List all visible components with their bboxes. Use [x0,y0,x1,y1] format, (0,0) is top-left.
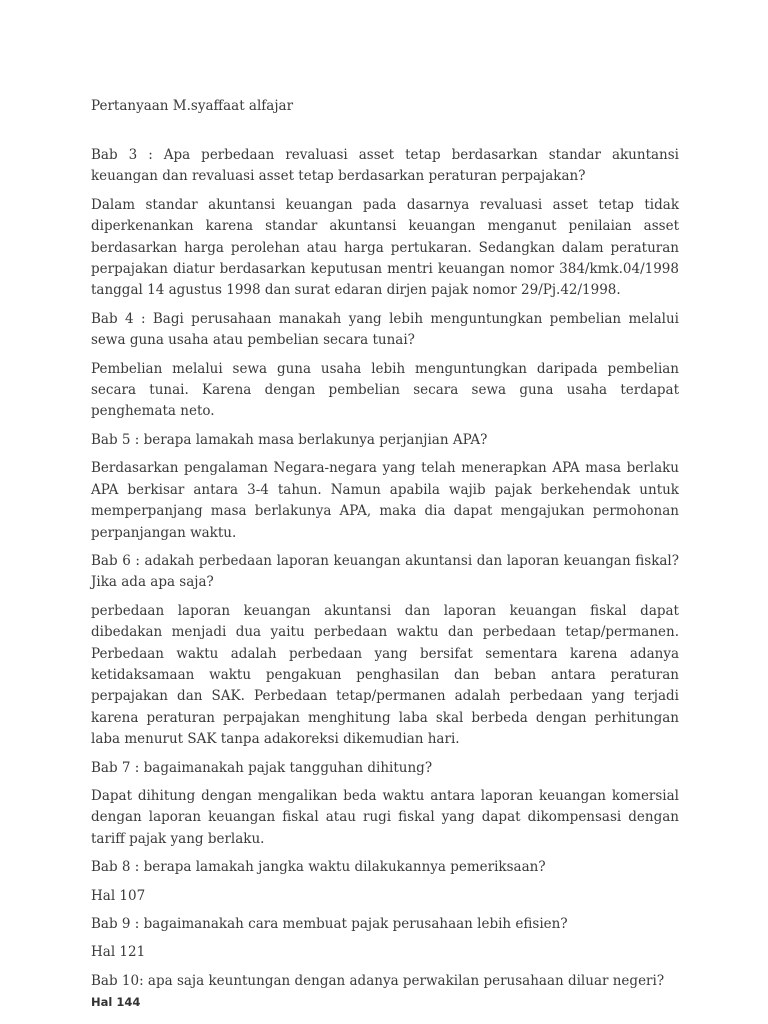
answer-bab-8: Hal 107 [91,887,146,904]
answer-bab-4: Pembelian melalui sewa guna usaha lebih menguntungkan daripada pembelian secara tunai. Karena dengan pembelian secara sewa guna usaha terdapat penghemata neto. [91,360,679,420]
answer-bab-7: Dapat dihitung dengan mengalikan beda waktu antara laporan keuangan komersial dengan laporan keuangan fiskal atau rugi fiskal yang dapat dikompensasi dengan tariff pajak yang berlaku. [91,787,679,847]
answer-bab-5: Berdasarkan pengalaman Negara-negara yang telah menerapkan APA masa berlaku APA berkisar antara 3-4 tahun. Namun apabila wajib pajak berkehendak untuk memperpanjang masa berlakunya APA, maka dia dapat mengajukan permohonan perpanjangan waktu. [91,460,679,541]
answer-bab-3: Dalam standar akuntansi keuangan pada dasarnya revaluasi asset tetap tidak diperkenankan karena standar akuntansi keuangan menganut penilaian asset berdasarkan harga perolehan atau harga pertukaran. Sedangkan dalam peraturan perpajakan diatur berdasarkan keputusan mentri keuangan nomor 384/kmk.04/1998 tanggal 14 agustus 1998 dan surat edaran dirjen pajak nomor 29/Pj.42/1998. [91,196,679,299]
question-bab-4: Bab 4 : Bagi perusahaan manakah yang lebih menguntungkan pembelian melalui sewa guna usaha atau pembelian secara tunai? [91,310,679,349]
question-bab-3: Bab 3 : Apa perbedaan revaluasi asset tetap berdasarkan standar akuntansi keuangan dan revaluasi asset tetap berdasarkan peraturan perpajakan? [91,147,679,185]
question-bab-6: Bab 6 : adakah perbedaan laporan keuangan akuntansi dan laporan keuangan fiskal? Jika ada apa saja? [91,552,679,591]
answer-bab-9: Hal 121 [91,944,146,961]
answer-bab-6: perbedaan laporan keuangan akuntansi dan laporan keuangan fiskal dapat dibedakan menjadi dua yaitu perbedaan waktu dan perbedaan tetap/permanen. Perbedaan waktu adalah perbedaan yang bersifat sementara karena adanya ketidaksamaan waktu pengakuan penghasilan dan beban antara peraturan perpajakan dan SAK. Perbedaan tetap/permanen adalah perbedaan yang terjadi karena peraturan perpajakan menghitung laba skal berbeda dengan perhitungan laba menurut SAK tanpa adakoreksi dikemudian hari. [91,602,679,748]
question-bab-9: Bab 9 : bagaimanakah cara membuat pajak perusahaan lebih efisien? [91,916,568,932]
question-bab-5: Bab 5 : berapa lamakah masa berlakunya perjanjian APA? [91,431,488,448]
question-bab-7: Bab 7 : bagaimanakah pajak tangguhan dihitung? [91,759,433,776]
question-bab-8: Bab 8 : berapa lamakah jangka waktu dilakukannya pemeriksaan? [91,859,546,876]
answer-bab-10: Hal 144 [91,995,141,1010]
question-bab-10: Bab 10: apa saja keuntungan dengan adanya perwakilan perusahaan diluar negeri? [91,972,665,989]
document-title: Pertanyaan M.syaffaat alfajar [91,98,294,114]
document-body [91,145,679,1021]
